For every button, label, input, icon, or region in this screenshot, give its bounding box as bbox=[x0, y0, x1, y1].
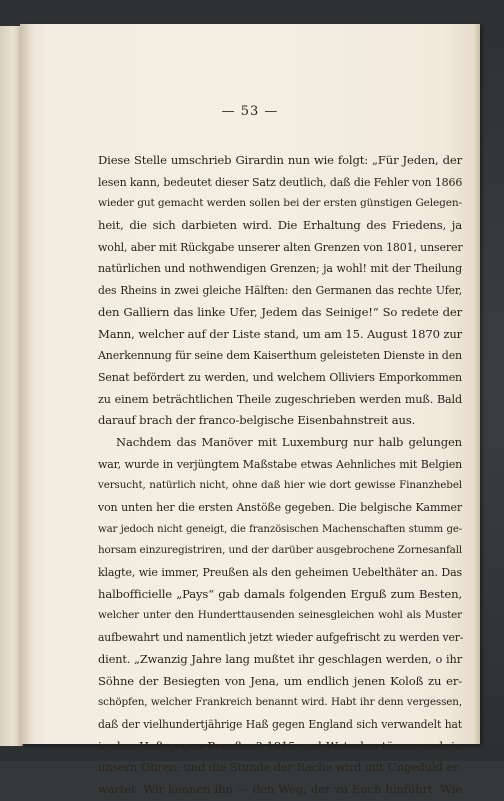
text-line: des Rheins in zwei gleiche Hälften: den Germanen das rechte Ufer, bbox=[98, 284, 462, 298]
text-line: halbofficielle „Pays“ gab damals folgenden Erguß zum Besten, bbox=[98, 586, 462, 601]
text-line: welcher unter den Hunderttausenden seinesgleichen wohl als Muster bbox=[98, 609, 462, 622]
text-line: daß der vielhundertjährige Haß gegen England sich verwandelt hat bbox=[98, 717, 462, 731]
text-line: aufbewahrt und namentlich jetzt wieder aufgefrischt zu werden ver- bbox=[98, 631, 464, 645]
text-line: Nachdem das Manöver mit Luxemburg nur halb gelungen bbox=[116, 434, 462, 449]
text-line: wohl, aber mit Rückgabe unserer alten Grenzen von 1801, unserer bbox=[98, 240, 463, 254]
book-page bbox=[20, 24, 480, 796]
text-line: Mann, welcher auf der Liste stand, um am 15. August 1870 zur bbox=[98, 326, 463, 341]
text-line: Söhne der Besiegten von Jena, um endlich jenen Koloß zu er- bbox=[98, 673, 462, 688]
text-line: klagte, wie immer, Preußen als den geheimen Uebelthäter an. Das bbox=[98, 566, 462, 580]
text-line: von unten her die ersten Anstöße gegeben. Die belgische Kammer bbox=[98, 501, 462, 514]
text-line: versucht, natürlich nicht, ohne daß hier wie dort gewisse Finanzhebel bbox=[98, 479, 462, 492]
page-edge-shadow bbox=[474, 24, 480, 744]
text-line: unsern Ohren, und die Stunde der Rache wird mit Ungeduld er- bbox=[98, 760, 462, 775]
text-line: darauf brach der franco-belgische Eisenbahnstreit aus. bbox=[98, 413, 416, 428]
text-line: war, wurde in verjüngtem Maßstabe etwas Aehnliches mit Belgien bbox=[98, 457, 462, 471]
text-line: Anerkennung für seine dem Kaiserthum geleisteten Dienste in den bbox=[98, 349, 462, 363]
text-line: zu einem beträchtlichen Theile zugeschrieben werden muß. Bald bbox=[98, 392, 462, 406]
body-text bbox=[98, 150, 462, 801]
text-line: schöpfen, welcher Frankreich benannt wird. Habt ihr denn vergessen, bbox=[98, 696, 462, 709]
text-line: wartet. Wir kennen ihn — den Weg, der zu Euch hinführt. Wie bbox=[98, 781, 462, 796]
text-line: dient. „Zwanzig Jahre lang mußtet ihr geschlagen werden, o ihr bbox=[98, 651, 462, 666]
text-line: den Galliern das linke Ufer, Jedem das Seinige!“ So redete der bbox=[98, 304, 462, 319]
text-line: war jedoch nicht geneigt, die französischen Machenschaften stumm ge- bbox=[98, 523, 462, 535]
text-line: Diese Stelle umschrieb Girardin nun wie folgt: „Für Jeden, der bbox=[98, 153, 462, 167]
text-line: heit, die sich darbieten wird. Die Erhaltung des Friedens, ja bbox=[98, 218, 462, 233]
text-line: lesen kann, bedeutet dieser Satz deutlich, daß die Fehler von 1866 bbox=[98, 175, 463, 189]
text-line: horsam einzuregistriren, und der darüber ausgebrochene Zornesanfall bbox=[98, 544, 463, 557]
spine-shadow bbox=[20, 24, 34, 744]
page-number: — 53 — bbox=[221, 104, 279, 119]
text-line: Senat befördert zu werden, und welchem Olliviers Emporkommen bbox=[98, 370, 462, 384]
text-line: in den Haß gegen Preußen? 1815 und Waterloo tönen noch in bbox=[98, 738, 462, 753]
text-line: natürlichen und nothwendigen Grenzen; ja wohl! mit der Theilung bbox=[98, 262, 462, 276]
text-line: wieder gut gemacht werden sollen bei der ersten günstigen Gelegen- bbox=[98, 197, 462, 210]
